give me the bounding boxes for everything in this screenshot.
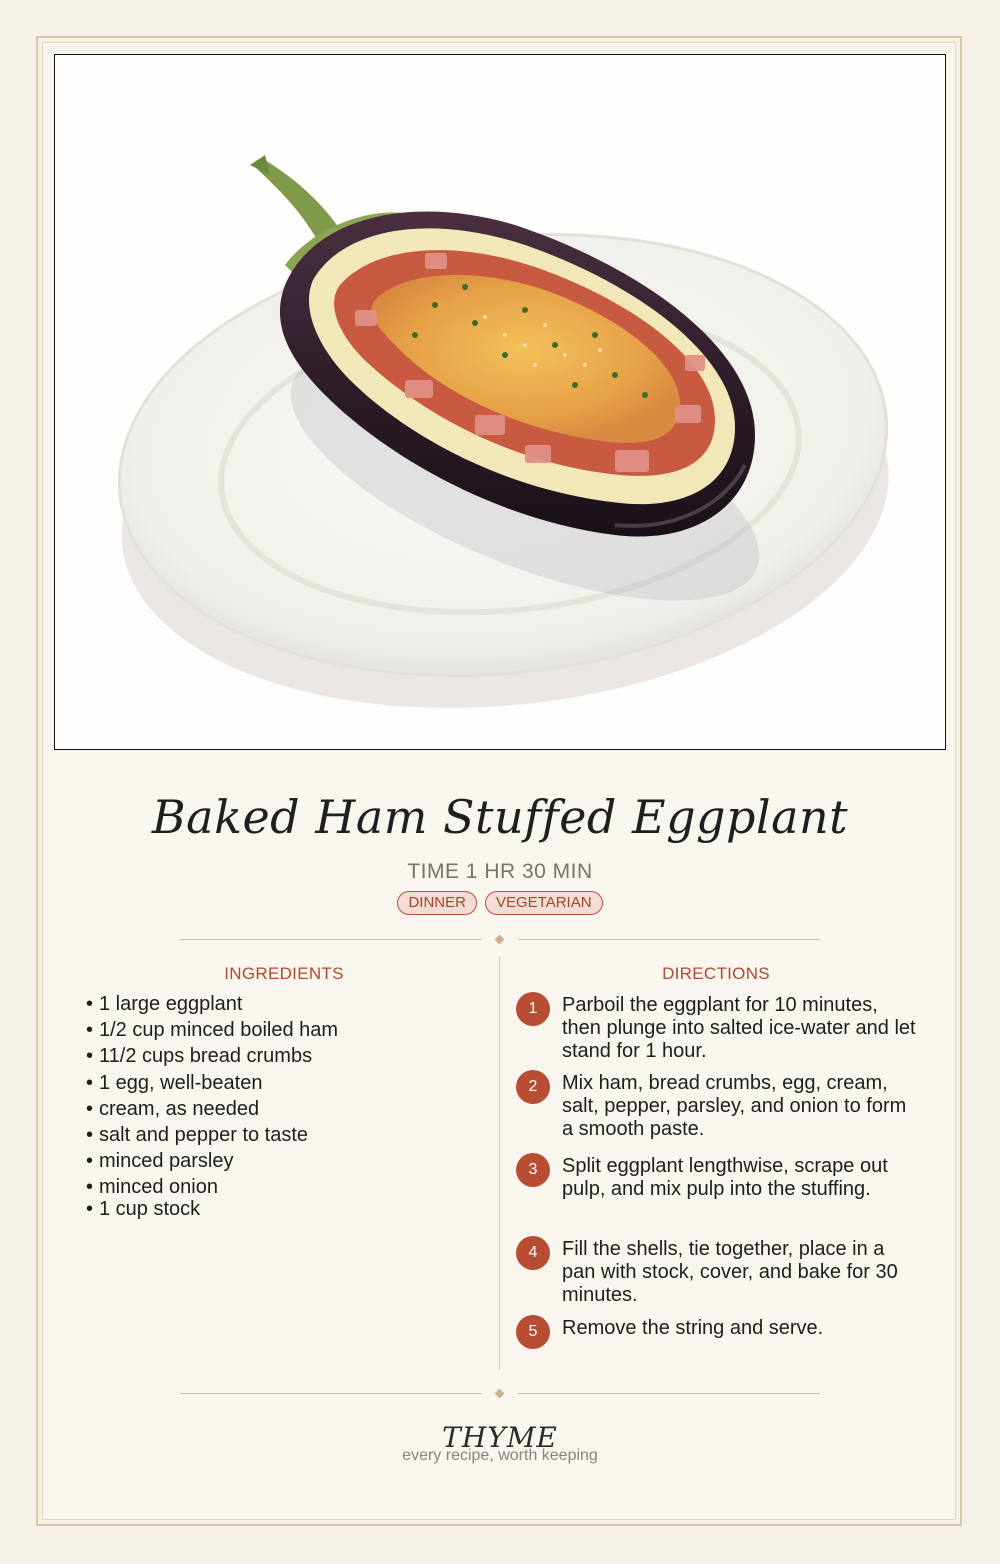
ingredient-item: • minced onion (86, 1176, 218, 1199)
ingredient-item: • minced parsley (86, 1150, 234, 1173)
step-text: Remove the string and serve. (562, 1317, 824, 1339)
stuffed-eggplant-illustration (55, 55, 945, 749)
step-text: Mix ham, bread crumbs, egg, cream, salt, pepper, parsley, and onion to form a smooth paste. (562, 1072, 907, 1140)
ingredient-item: • 1 large eggplant (86, 993, 243, 1015)
ingredient-item: • 1 egg, well-beaten (86, 1071, 263, 1094)
ingredients-heading: INGREDIENTS (224, 964, 344, 983)
divider-line (518, 1393, 820, 1394)
brand-logo: THYME (442, 1421, 558, 1454)
step-number-badge: 4 (516, 1236, 550, 1270)
diamond-ornament (495, 935, 505, 945)
step-number-badge: 1 (516, 992, 550, 1026)
directions-heading: DIRECTIONS (662, 964, 770, 983)
divider-line (518, 939, 820, 940)
top-divider (180, 934, 820, 946)
divider-line (180, 1393, 482, 1394)
step-text: Fill the shells, tie together, place in a pan with stock, cover, and bake for 30 minutes. (562, 1238, 898, 1306)
ingredient-item: • 1/2 cup minced boiled ham (86, 1019, 339, 1042)
recipe-photo (54, 54, 946, 750)
step-number-badge: 2 (516, 1070, 550, 1104)
tag-list (0, 891, 1000, 915)
ingredient-item: • salt and pepper to taste (86, 1123, 309, 1146)
ingredients-list (86, 991, 338, 1223)
diamond-ornament (495, 1389, 505, 1399)
ingredient-item: • 1 cup stock (86, 1198, 201, 1221)
cook-time: TIME 1 HR 30 MIN (407, 860, 593, 883)
step-number-badge: 5 (516, 1315, 550, 1349)
bottom-divider (180, 1388, 820, 1400)
ingredient-item: • cream, as needed (86, 1097, 260, 1120)
divider-line (180, 939, 482, 940)
recipe-title: Baked Ham Stuffed Eggplant (151, 790, 849, 844)
column-separator (499, 956, 500, 1370)
step-number-badge: 3 (516, 1153, 550, 1187)
ingredient-item: • 11/2 cups bread crumbs (86, 1045, 313, 1068)
step-text: Split eggplant lengthwise, scrape out pulp, and mix pulp into the stuffing. (562, 1155, 888, 1200)
tag-dinner[interactable]: DINNER (397, 891, 477, 915)
brand-tagline: every recipe, worth keeping (402, 1447, 598, 1464)
tag-vegetarian[interactable]: VEGETARIAN (485, 891, 603, 915)
step-text: Parboil the eggplant for 10 minutes, then plunge into salted ice-water and let stand for 1 hour. (562, 994, 916, 1062)
